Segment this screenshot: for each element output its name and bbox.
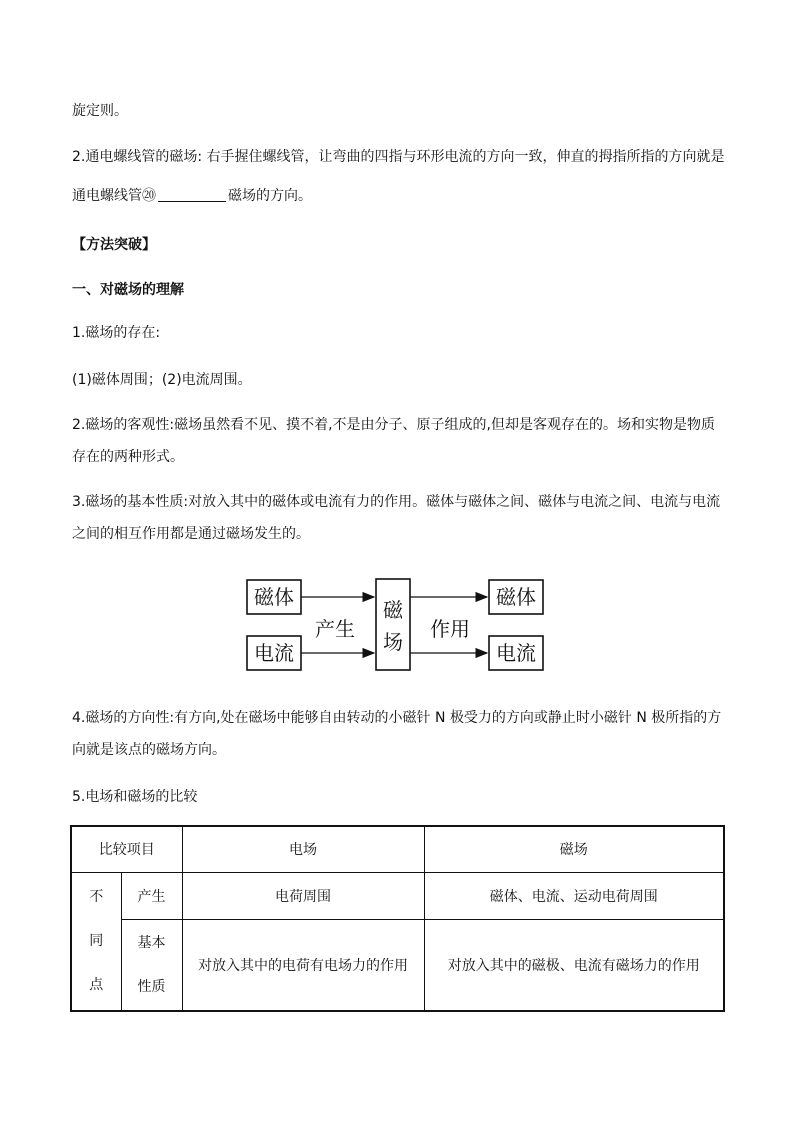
table-row bbox=[71, 872, 724, 919]
row-label-property-2: 性质 bbox=[137, 978, 166, 995]
header-magnetic: 磁场 bbox=[424, 826, 724, 872]
field-box bbox=[376, 579, 410, 670]
answer-blank[interactable] bbox=[158, 187, 226, 202]
header-electric: 电场 bbox=[182, 826, 424, 872]
magnetic-field-diagram bbox=[240, 572, 550, 676]
header-item: 比较项目 bbox=[71, 826, 182, 872]
solenoid-text-pre: 通电螺线管⑳ bbox=[72, 188, 156, 204]
item-3-line-1: 3.磁场的基本性质:对放入其中的磁体或电流有力的作用。磁体与磁体之间、磁体与电流之间、电流与电流 bbox=[72, 494, 721, 510]
field-label-top: 磁 bbox=[383, 598, 403, 622]
electric-origin: 电荷周围 bbox=[182, 872, 424, 919]
item-4-line-1: 4.磁场的方向性:有方向,处在磁场中能够自由转动的小磁针 N 极受力的方向或静止时小磁针 N 极所指的方 bbox=[72, 710, 722, 726]
table-row bbox=[71, 919, 724, 1011]
comparison-table bbox=[70, 825, 725, 1012]
item-1-body: (1)磁体周围；(2)电流周围。 bbox=[72, 372, 252, 388]
paragraph-rule-end: 旋定则。 bbox=[72, 103, 128, 119]
item-4-line-2: 向就是该点的磁场方向。 bbox=[72, 742, 226, 758]
magnetic-property: 对放入其中的磁极、电流有磁场力的作用 bbox=[424, 919, 724, 1011]
paragraph-solenoid-cont bbox=[72, 186, 312, 206]
row-label-property-1: 基本 bbox=[137, 934, 166, 951]
field-label-bottom: 场 bbox=[383, 630, 403, 654]
item-2-line-2: 存在的两种形式。 bbox=[72, 449, 184, 465]
item-3-line-2: 之间的相互作用都是通过磁场发生的。 bbox=[72, 526, 310, 542]
produce-label: 产生 bbox=[315, 617, 355, 641]
row-label-origin: 产生 bbox=[121, 872, 182, 919]
paragraph-solenoid: 2.通电螺线管的磁场: 右手握住螺线管，让弯曲的四指与环形电流的方向一致，伸直的拇指所指的方向就是 bbox=[72, 149, 725, 165]
magnet-source-label: 磁体 bbox=[254, 585, 294, 609]
item-2-line-1: 2.磁场的客观性:磁场虽然看不见、摸不着,不是由分子、原子组成的,但却是客观存在的。场和实物是物质 bbox=[72, 417, 715, 433]
group-char-1: 不 bbox=[89, 889, 104, 906]
solenoid-text-post: 磁场的方向。 bbox=[228, 188, 312, 204]
item-1-title: 1.磁场的存在: bbox=[72, 325, 161, 341]
section-heading: 一、对磁场的理解 bbox=[72, 282, 184, 298]
row-label-property bbox=[121, 919, 182, 1011]
method-heading: 【方法突破】 bbox=[72, 237, 156, 253]
current-source-label: 电流 bbox=[254, 641, 294, 665]
electric-property: 对放入其中的电荷有电场力的作用 bbox=[182, 919, 424, 1011]
item-5-title: 5.电场和磁场的比较 bbox=[72, 789, 198, 805]
group-char-3: 点 bbox=[89, 977, 104, 994]
current-target-label: 电流 bbox=[496, 641, 536, 665]
group-label bbox=[71, 872, 121, 1011]
table-header-row bbox=[71, 826, 724, 872]
magnet-target-label: 磁体 bbox=[496, 585, 536, 609]
group-char-2: 同 bbox=[89, 933, 104, 950]
magnetic-origin: 磁体、电流、运动电荷周围 bbox=[424, 872, 724, 919]
act-label: 作用 bbox=[430, 617, 470, 641]
